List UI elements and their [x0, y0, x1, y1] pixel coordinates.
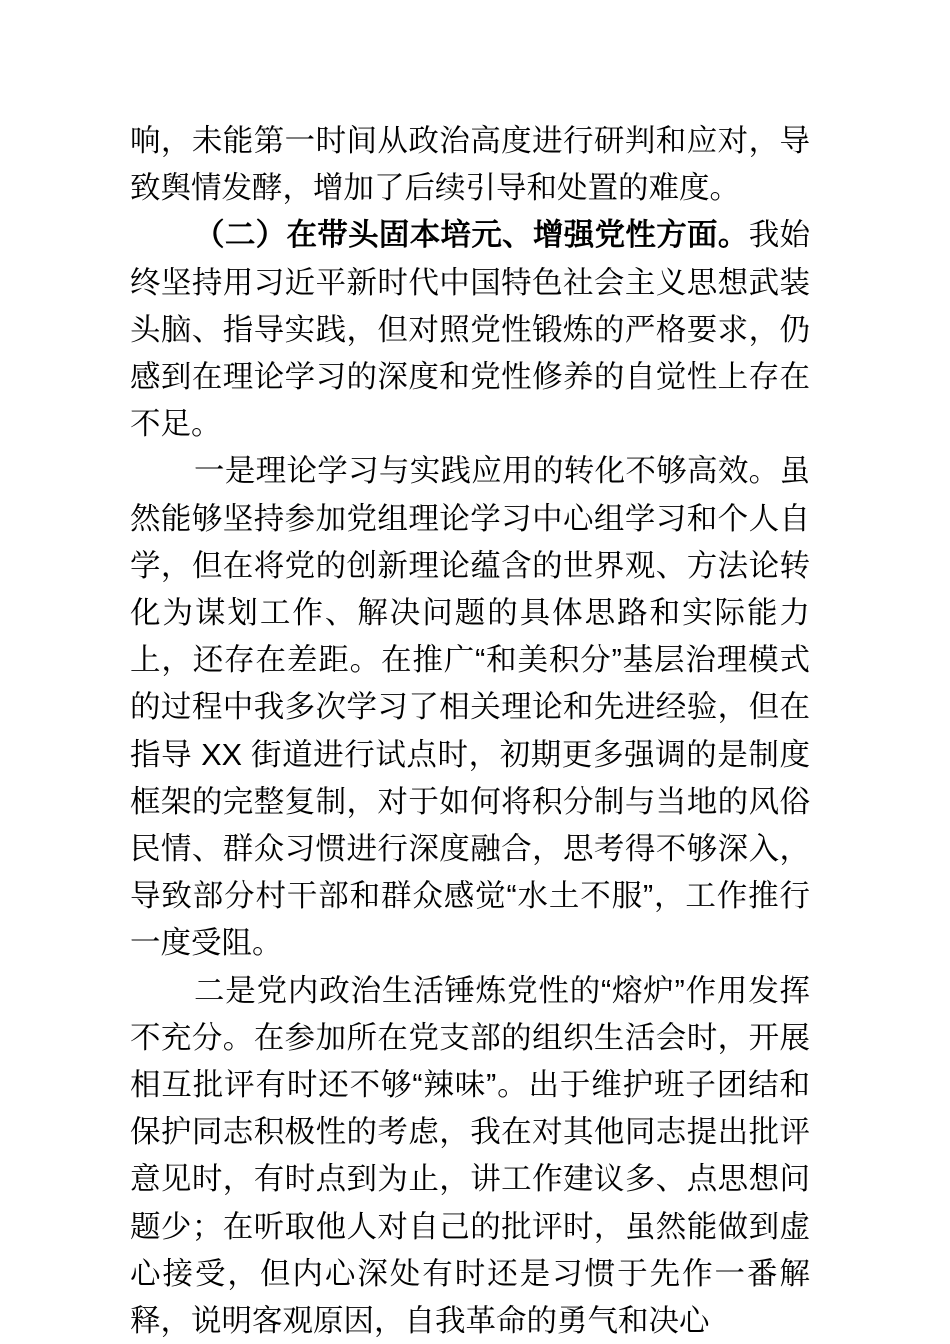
- paragraph-continuation: [130, 118, 810, 212]
- paragraph-point-two: [130, 968, 810, 1344]
- document-text-body: [130, 118, 810, 1344]
- paragraph-text: 响，未能第一时间从政治高度进行研判和应对，导致舆情发酵，增加了后续引导和处置的难度。: [130, 124, 810, 206]
- section-heading-label: （二）在带头固本培元、增强党性方面。: [194, 218, 749, 253]
- paragraph-section-two-heading: [130, 212, 810, 448]
- paragraph-text: 二是党内政治生活锤炼党性的“熔炉”作用发挥不充分。在参加所在党支部的组织生活会时，开展相互批评有时还不够“辣味”。出于维护班子团结和保护同志积极性的考虑，我在对其他同志提出批评意见时，有时点到为止，讲工作建议多、点思想问题少；在听取他人对自己的批评时，虽然能做到虚心接受，但内心深处有时还是习惯于先作一番解释，说明客观原因，自我革命的勇气和决心: [130, 973, 810, 1339]
- paragraph-text: 一是理论学习与实践应用的转化不够高效。虽然能够坚持参加党组理论学习中心组学习和个人自学，但在将党的创新理论蕴含的世界观、方法论转化为谋划工作、解决问题的具体思路和实际能力上，还存在差距。在推广“和美积分”基层治理模式的过程中我多次学习了相关理论和先进经验，但在指导 XX 街道进行试点时，初期更多强调的是制度框架的完整复制，对于如何将积分制与当地的风俗民情、群众习惯进行深度融合，思考得不够深入，导致部分村干部和群众感觉“水土不服”，工作推行一度受阻。: [130, 454, 810, 961]
- paragraph-point-one: [130, 448, 810, 967]
- paragraph-text: 我始终坚持用习近平新时代中国特色社会主义思想武装头脑、指导实践，但对照党性锻炼的严格要求，仍感到在理论学习的深度和党性修养的自觉性上存在不足。: [130, 218, 811, 442]
